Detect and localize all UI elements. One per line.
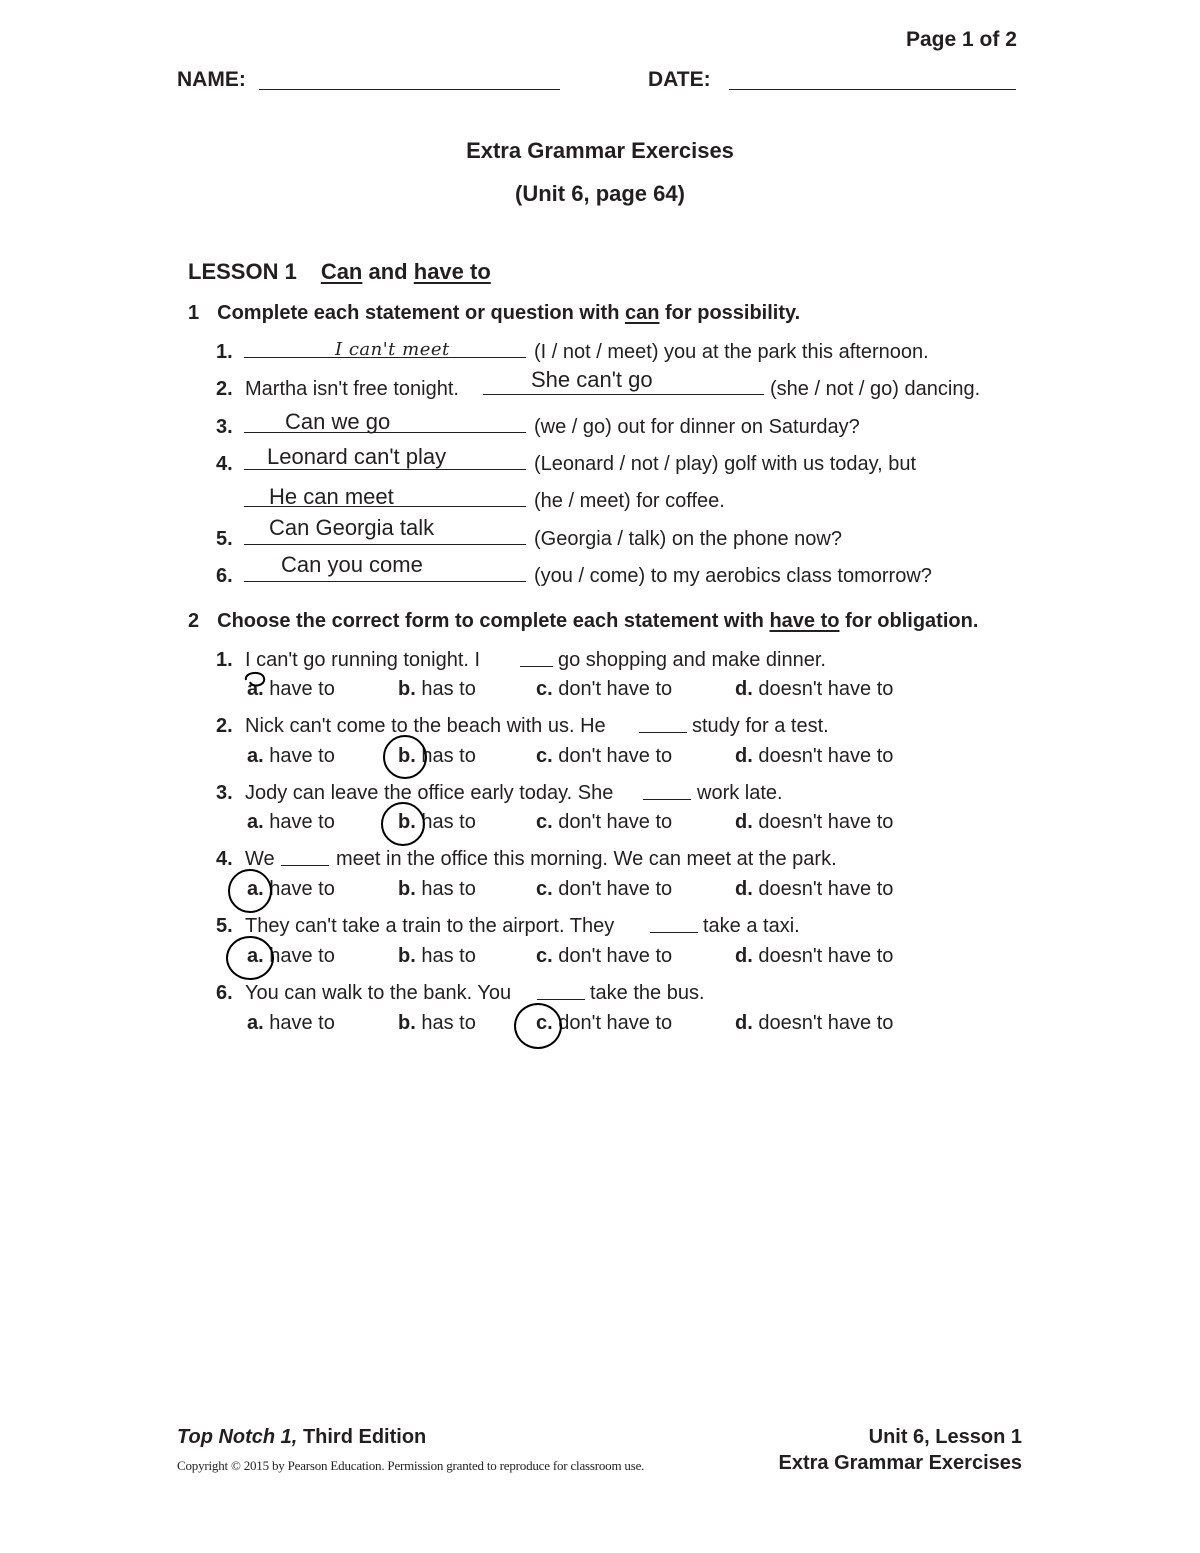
option-text: doesn't have to xyxy=(758,1012,894,1034)
option-a[interactable] xyxy=(247,1012,335,1035)
ex1-item-text: (he / meet) for coffee. xyxy=(534,490,725,512)
lesson-word-have-to: have to xyxy=(413,259,491,284)
ex2-item-number: 2. xyxy=(216,715,233,737)
option-b[interactable] xyxy=(398,945,476,968)
lesson-word-can: Can xyxy=(320,259,363,284)
ex1-item-text: (you / come) to my aerobics class tomorrow? xyxy=(534,565,932,587)
option-text: has to xyxy=(421,945,476,967)
ex1-item-number: 4. xyxy=(216,453,233,475)
ex2-item-number: 1. xyxy=(216,649,233,671)
option-text: don't have to xyxy=(558,811,673,833)
option-text: has to xyxy=(421,678,476,700)
ex2-item-text: take the bus. xyxy=(590,982,705,1004)
option-letter: c. xyxy=(536,745,553,767)
ex2-item-number: 5. xyxy=(216,915,233,937)
option-letter: b. xyxy=(398,1012,416,1034)
name-label: NAME: xyxy=(177,68,246,91)
option-letter: a. xyxy=(247,811,264,833)
footer-edition: Third Edition xyxy=(302,1426,427,1448)
ex2-blank xyxy=(520,666,553,667)
ex2-item-number: 6. xyxy=(216,982,233,1004)
ex1-answer: Can you come xyxy=(281,552,423,577)
option-text: have to xyxy=(269,945,335,967)
ex2-item-text: work late. xyxy=(697,782,783,804)
ex1-item-number: 5. xyxy=(216,528,233,550)
page-title: Extra Grammar Exercises xyxy=(466,138,734,163)
name-field[interactable] xyxy=(259,89,560,90)
lesson-and: and xyxy=(368,259,408,284)
ex1-answer: I can't meet xyxy=(335,339,450,360)
option-d[interactable] xyxy=(735,878,893,901)
option-d[interactable] xyxy=(735,745,893,768)
ex1-answer-line[interactable] xyxy=(244,544,526,545)
ex2-item-text: You can walk to the bank. You xyxy=(245,982,512,1004)
option-text: has to xyxy=(421,745,476,767)
ex2-blank xyxy=(281,865,329,866)
option-letter: d. xyxy=(735,811,753,833)
ex1-answer-line[interactable] xyxy=(483,394,764,395)
ex2-item-text: take a taxi. xyxy=(703,915,800,937)
exercise1-text-end: for possibility. xyxy=(665,302,801,324)
option-d[interactable] xyxy=(735,945,893,968)
option-text: doesn't have to xyxy=(758,878,894,900)
option-letter: b. xyxy=(398,811,416,833)
ex1-answer: Leonard can't play xyxy=(267,444,447,469)
ex2-item-text: Jody can leave the office early today. She xyxy=(245,782,614,804)
option-text: doesn't have to xyxy=(758,745,894,767)
ex1-item-number: 1. xyxy=(216,341,233,363)
ex2-item-number: 3. xyxy=(216,782,233,804)
option-letter: a. xyxy=(247,745,264,767)
option-a[interactable] xyxy=(247,811,335,834)
lesson-label: LESSON 1 xyxy=(188,259,297,284)
option-text: have to xyxy=(269,745,335,767)
option-text: doesn't have to xyxy=(758,811,894,833)
exercise1-number: 1 xyxy=(188,302,200,324)
ex2-blank xyxy=(643,799,691,800)
ex1-item-text: (Georgia / talk) on the phone now? xyxy=(534,528,842,550)
option-text: don't have to xyxy=(558,945,673,967)
ex2-item-text: They can't take a train to the airport. They xyxy=(245,915,615,937)
option-letter: c. xyxy=(536,1012,553,1034)
ex1-item-text: (I / not / meet) you at the park this afternoon. xyxy=(534,341,929,363)
ex1-item-text: (we / go) out for dinner on Saturday? xyxy=(534,416,860,438)
option-letter: d. xyxy=(735,878,753,900)
option-text: don't have to xyxy=(558,745,673,767)
ex2-blank xyxy=(537,999,585,1000)
ex1-answer: Can Georgia talk xyxy=(269,515,435,540)
option-text: don't have to xyxy=(558,678,673,700)
option-letter: b. xyxy=(398,745,416,767)
option-letter: a. xyxy=(247,1012,264,1034)
exercise1-text: Complete each statement or question with xyxy=(217,302,620,324)
option-letter: c. xyxy=(536,811,553,833)
exercise2-key: have to xyxy=(769,610,840,632)
option-b[interactable] xyxy=(398,1012,476,1035)
ex2-blank xyxy=(650,932,698,933)
footer-book xyxy=(177,1426,426,1449)
option-a[interactable] xyxy=(247,745,335,768)
ex1-item-number: 2. xyxy=(216,378,233,400)
ex1-item-text: (she / not / go) dancing. xyxy=(770,378,981,400)
option-c[interactable] xyxy=(536,878,672,901)
date-label: DATE: xyxy=(648,68,711,91)
page-subtitle: (Unit 6, page 64) xyxy=(515,181,685,206)
option-letter: d. xyxy=(735,945,753,967)
option-letter: d. xyxy=(735,1012,753,1034)
ex1-item-number: 3. xyxy=(216,416,233,438)
lesson-heading xyxy=(188,259,491,285)
ex1-answer: He can meet xyxy=(269,484,394,509)
ex2-item-text: I can't go running tonight. I xyxy=(245,649,481,671)
option-text: have to xyxy=(269,678,335,700)
option-text: don't have to xyxy=(558,878,673,900)
option-letter: d. xyxy=(735,678,753,700)
ex1-answer: Can we go xyxy=(285,409,391,434)
option-c[interactable] xyxy=(536,811,672,834)
option-b[interactable] xyxy=(398,878,476,901)
exercise2-instruction xyxy=(188,610,978,633)
option-letter: b. xyxy=(398,678,416,700)
answer-circle xyxy=(228,869,272,913)
option-letter: d. xyxy=(735,745,753,767)
option-letter: b. xyxy=(398,945,416,967)
option-text: doesn't have to xyxy=(758,945,894,967)
answer-circle xyxy=(383,735,427,779)
ex2-item-text: go shopping and make dinner. xyxy=(558,649,826,671)
ex1-item-number: 6. xyxy=(216,565,233,587)
ex1-answer-line[interactable] xyxy=(244,581,526,582)
option-b[interactable] xyxy=(398,678,476,701)
option-text: has to xyxy=(421,878,476,900)
option-text: doesn't have to xyxy=(758,678,894,700)
ex2-item-text: meet in the office this morning. We can meet at the park. xyxy=(336,848,837,870)
option-d[interactable] xyxy=(735,1012,893,1035)
footer-copyright: Copyright © 2015 by Pearson Education. Permission granted to reproduce for classroom use. xyxy=(177,1458,645,1473)
exercise1-key: can xyxy=(624,302,660,324)
option-d[interactable] xyxy=(735,811,893,834)
option-c[interactable] xyxy=(536,678,672,701)
answer-circle xyxy=(381,802,425,846)
footer-section: Extra Grammar Exercises xyxy=(778,1452,1022,1474)
page-number: Page 1 of 2 xyxy=(906,28,1017,51)
ex2-item-text: We xyxy=(245,848,275,870)
exercise2-number: 2 xyxy=(188,610,200,632)
option-letter: c. xyxy=(536,945,553,967)
ex1-item-text: Martha isn't free tonight. xyxy=(245,378,459,400)
answer-circle xyxy=(514,1003,562,1049)
option-d[interactable] xyxy=(735,678,893,701)
option-text: has to xyxy=(421,1012,476,1034)
exercise2-text-end: for obligation. xyxy=(845,610,979,632)
ex1-item-text: (Leonard / not / play) golf with us today, but xyxy=(534,453,917,475)
date-field[interactable] xyxy=(729,89,1016,90)
option-letter: c. xyxy=(536,678,553,700)
option-letter: a. xyxy=(247,945,264,967)
answer-circle xyxy=(226,936,274,980)
answer-mark xyxy=(240,668,270,692)
option-c[interactable] xyxy=(536,945,672,968)
footer-unit-lesson: Unit 6, Lesson 1 xyxy=(868,1426,1022,1448)
ex1-answer: She can't go xyxy=(531,367,653,392)
option-letter: c. xyxy=(536,878,553,900)
option-text: has to xyxy=(421,811,476,833)
option-text: have to xyxy=(269,1012,335,1034)
exercise2-text: Choose the correct form to complete each statement with xyxy=(217,610,764,632)
footer-book-title: Top Notch 1, xyxy=(177,1426,298,1448)
option-letter: b. xyxy=(398,878,416,900)
exercise1-instruction xyxy=(188,302,800,325)
ex2-item-number: 4. xyxy=(216,848,233,870)
option-c[interactable] xyxy=(536,745,672,768)
option-text: don't have to xyxy=(558,1012,673,1034)
ex2-item-text: Nick can't come to the beach with us. He xyxy=(245,715,606,737)
ex2-blank xyxy=(639,732,687,733)
option-letter: a. xyxy=(247,678,264,700)
ex2-item-text: study for a test. xyxy=(692,715,829,737)
option-text: have to xyxy=(269,811,335,833)
option-letter: a. xyxy=(247,878,264,900)
option-text: have to xyxy=(269,878,335,900)
